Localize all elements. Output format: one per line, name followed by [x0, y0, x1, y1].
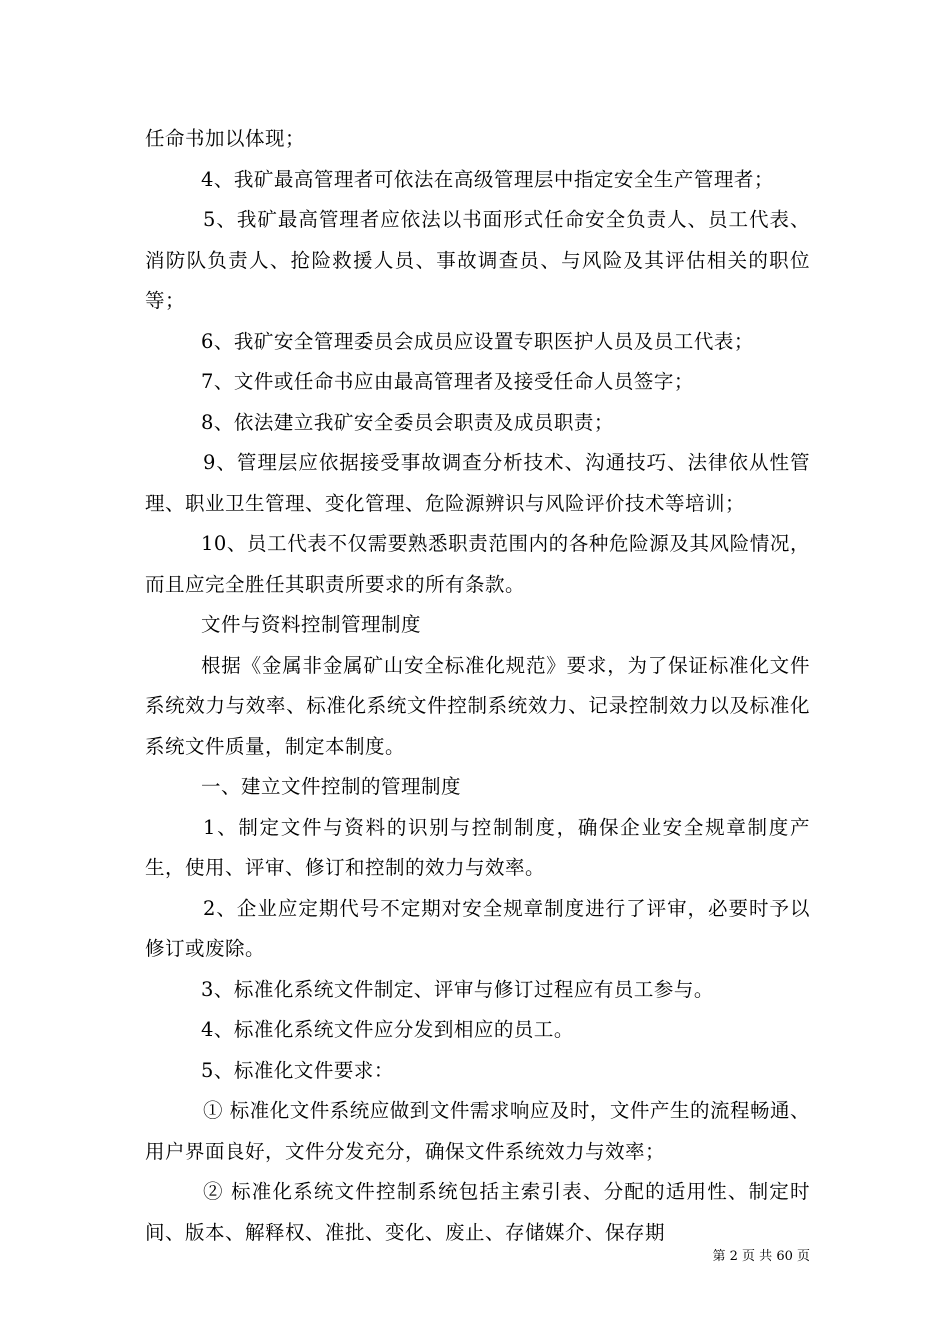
paragraph-item-9: 9、管理层应依据接受事故调查分析技术、沟通技巧、法律依从性管理、职业卫生管理、变化管理、危险源辨识与风险评价技术等培训； [145, 451, 810, 515]
paragraph-item-5: 5、我矿最高管理者应依法以书面形式任命安全负责人、员工代表、消防队负责人、抢险救援人员、事故调查员、与风险及其评估相关的职位等； [145, 208, 810, 312]
paragraph-rule-5: 5、标准化文件要求： [201, 1058, 394, 1082]
paragraph-intro: 根据《金属非金属矿山安全标准化规范》要求，为了保证标准化文件系统效力与效率、标准化系统文件控制系统效力、记录控制效力以及标准化系统文件质量，制定本制度。 [145, 653, 810, 758]
document-body [145, 119, 810, 1253]
paragraph-item-10: 10、员工代表不仅需要熟悉职责范围内的各种危险源及其风险情况，而且应完全胜任其职责所要求的所有条款。 [145, 532, 810, 596]
paragraph-rule-4: 4、标准化系统文件应分发到相应的员工。 [201, 1018, 574, 1041]
paragraph-item-6: 6、我矿安全管理委员会成员应设置专职医护人员及员工代表； [201, 329, 754, 353]
paragraph-rule-2: 2、企业应定期代号不定期对安全规章制度进行了评审，必要时予以修订或废除。 [145, 896, 810, 960]
paragraph-continuation: 任命书加以体现； [145, 127, 306, 150]
paragraph-rule-3: 3、标准化系统文件制定、评审与修订过程应有员工参与。 [201, 977, 714, 1001]
paragraph-rule-1: 1、制定文件与资料的识别与控制制度，确保企业安全规章制度产生，使用、评审、修订和控制的效力与效率。 [145, 815, 810, 879]
paragraph-item-8: 8、依法建立我矿安全委员会职责及成员职责； [201, 410, 614, 434]
paragraph-item-4: 4、我矿最高管理者可依法在高级管理层中指定安全生产管理者； [201, 167, 774, 191]
paragraph-item-7: 7、文件或任命书应由最高管理者及接受任命人员签字； [201, 370, 694, 393]
paragraph-requirement-1: ① 标准化文件系统应做到文件需求响应及时，文件产生的流程畅通、用户界面良好，文件分发充分，确保文件系统效力与效率； [145, 1099, 810, 1163]
section-title: 文件与资料控制管理制度 [201, 613, 422, 636]
subsection-heading: 一、建立文件控制的管理制度 [201, 775, 462, 798]
page-number-footer: 第 2 页 共 60 页 [712, 1249, 810, 1264]
paragraph-requirement-2: ② 标准化系统文件控制系统包括主索引表、分配的适用性、制定时间、版本、解释权、准批、变化、废止、存储媒介、保存期 [145, 1180, 810, 1244]
